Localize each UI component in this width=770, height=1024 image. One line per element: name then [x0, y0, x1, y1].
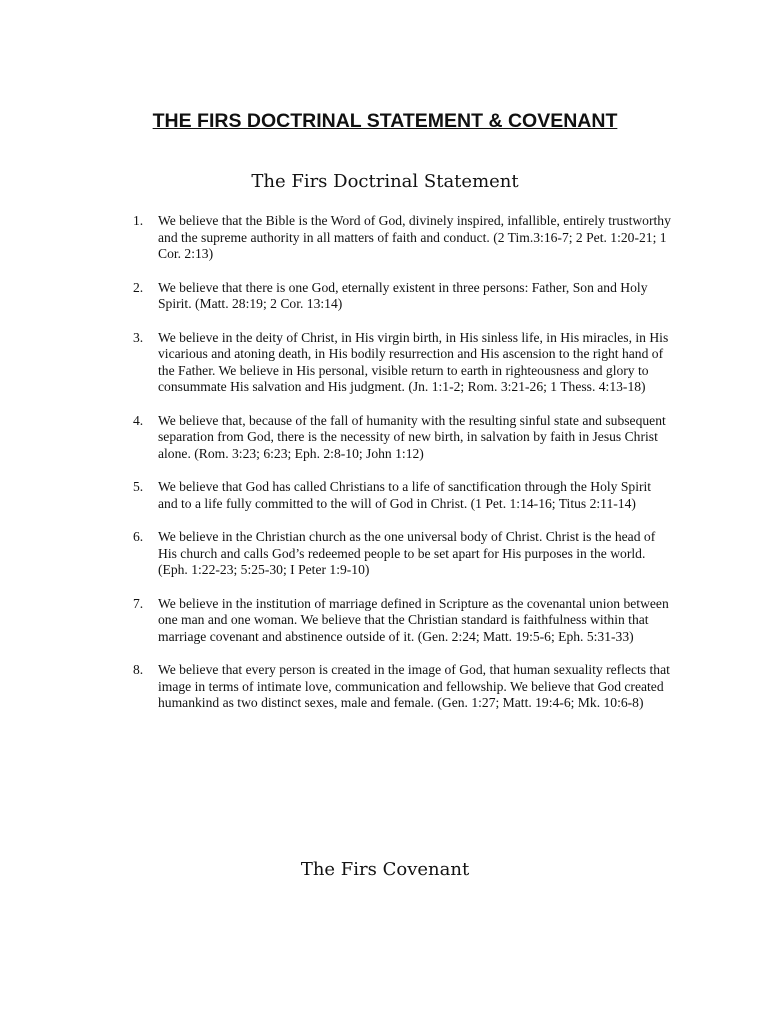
statement-heading: The Firs Doctrinal Statement [251, 171, 519, 192]
item-number: 1. [133, 213, 144, 228]
item-number: 5. [133, 479, 144, 494]
document-title: THE FIRS DOCTRINAL STATEMENT & COVENANT [152, 110, 618, 132]
item-number: 6. [133, 529, 144, 544]
statement-item-7 [133, 596, 673, 646]
item-number: 4. [133, 412, 144, 428]
item-text: We believe that the Bible is the Word of God, divinely inspired, infallible, entirely trustworthy and the supreme authority in all matters of faith and conduct. (2 Tim.3:16-7; 2 Pet. 1:20-21; 1 Cor. 2:13) [158, 213, 671, 261]
item-number: 8. [133, 662, 144, 677]
item-text: We believe in the institution of marriage defined in Scripture as the covenantal union between one man and one woman. We believe that the Christian standard is faithfulness within that marriage covenant and abstinence outside of it. (Gen. 2:24; Matt. 19:5-6; Eph. 5:31-33) [158, 595, 669, 644]
item-text: We believe that there is one God, eternally existent in three persons: Father, Son and Holy Spirit. (Matt. 28:19; 2 Cor. 13:14) [158, 279, 648, 311]
covenant-heading: The Firs Covenant [300, 859, 470, 880]
doctrinal-statement-list [133, 213, 673, 729]
statement-item-1 [133, 213, 673, 263]
item-text: We believe that, because of the fall of humanity with the resulting sinful state and subsequent separation from God, there is the necessity of new birth, in salvation by faith in Jesus Christ alone. (Rom. 3:23; 6:23; Eph. 2:8-10; John 1:12) [158, 412, 666, 461]
item-number: 3. [133, 329, 144, 345]
item-number: 7. [133, 595, 144, 611]
statement-item-3 [133, 330, 673, 396]
item-text: We believe in the deity of Christ, in His virgin birth, in His sinless life, in His miracles, in His vicarious and atoning death, in His bodily resurrection and His ascension to the right hand of the Father. We believe in His personal, visible return to earth in righteousness and glory to consummate His salvation and His judgment. (Jn. 1:1-2; Rom. 3:21-26; 1 Thess. 4:13-18) [158, 329, 669, 394]
item-text: We believe in the Christian church as the one universal body of Christ. Christ is the head of His church and calls God’s redeemed people to be set apart for His purposes in the world. (Eph. 1:22-23; 5:25-30; I Peter 1:9-10) [158, 529, 656, 577]
item-text: We believe that every person is created in the image of God, that human sexuality reflects that image in terms of intimate love, communication and fellowship. We believe that God created humankind as two distinct sexes, male and female. (Gen. 1:27; Matt. 19:4-6; Mk. 10:6-8) [158, 662, 670, 710]
item-text: We believe that God has called Christians to a life of sanctification through the Holy Spirit and to a life fully committed to the will of God in Christ. (1 Pet. 1:14-16; Titus 2:11-14) [158, 479, 652, 511]
item-number: 2. [133, 279, 144, 295]
statement-item-5 [133, 479, 673, 512]
statement-item-6 [133, 529, 673, 579]
statement-item-2 [133, 280, 673, 313]
statement-item-8 [133, 662, 673, 712]
statement-item-4 [133, 413, 673, 463]
